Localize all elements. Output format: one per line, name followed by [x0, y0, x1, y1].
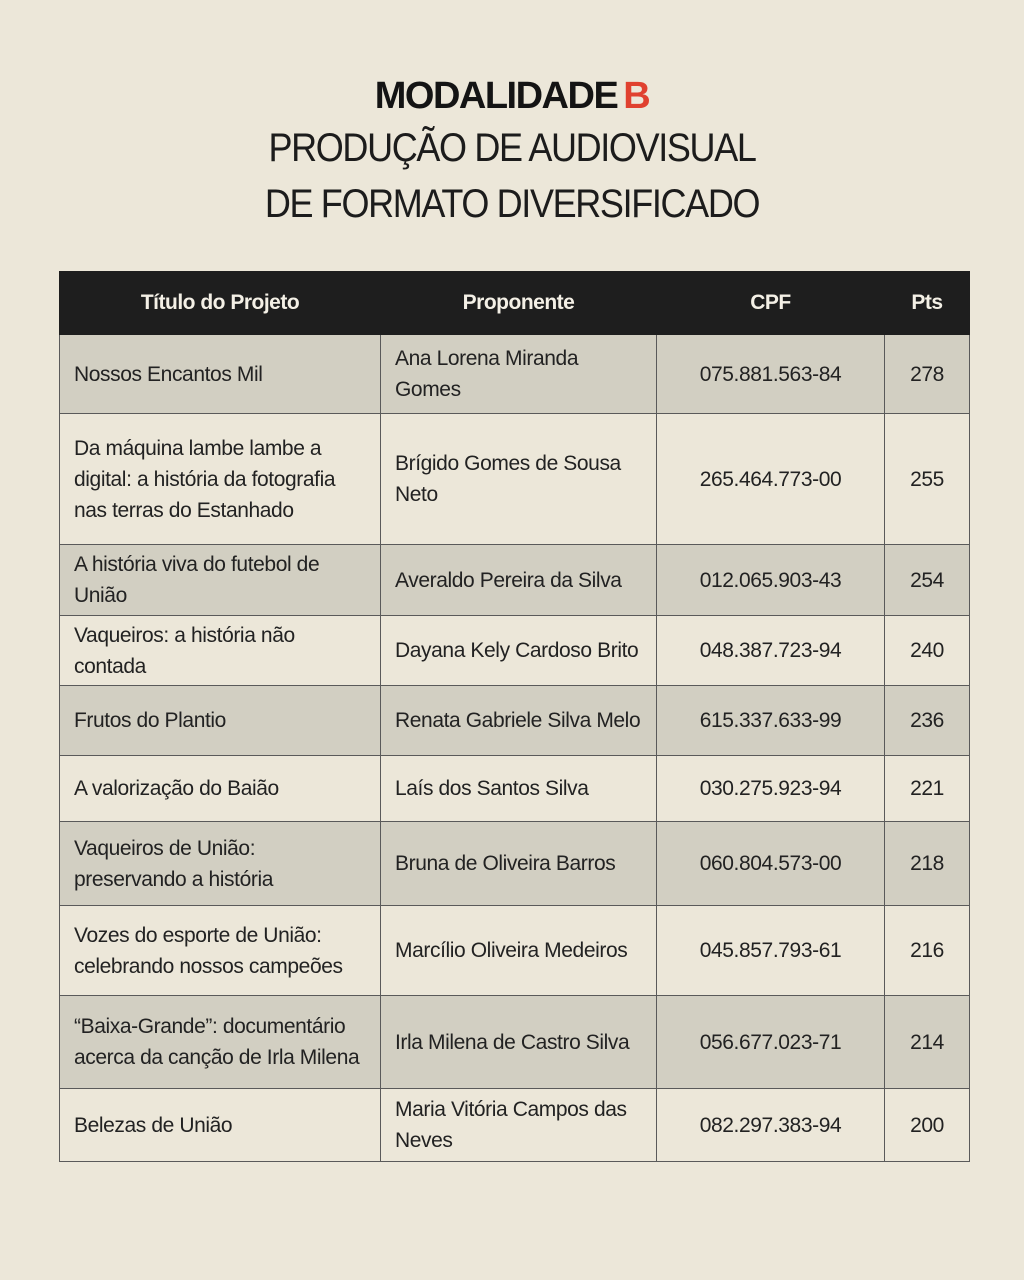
points-value: 214	[885, 996, 970, 1089]
cpf-value: 056.677.023-71	[657, 996, 885, 1089]
points-value: 216	[885, 906, 970, 996]
table-row	[60, 756, 970, 822]
points-value: 200	[885, 1089, 970, 1162]
points-value: 236	[885, 686, 970, 756]
points-value: 218	[885, 822, 970, 906]
results-table	[59, 271, 970, 1162]
project-title: Da máquina lambe lambe a digital: a história da fotografia nas terras do Estanhado	[60, 414, 381, 545]
proponent-name: Dayana Kely Cardoso Brito	[381, 616, 657, 686]
table-row	[60, 335, 970, 414]
table-row	[60, 686, 970, 756]
project-title: Nossos Encantos Mil	[60, 335, 381, 414]
proponent-name: Brígido Gomes de Sousa Neto	[381, 414, 657, 545]
cpf-value: 045.857.793-61	[657, 906, 885, 996]
table-row	[60, 414, 970, 545]
cpf-value: 082.297.383-94	[657, 1089, 885, 1162]
proponent-name: Maria Vitória Campos das Neves	[381, 1089, 657, 1162]
column-header-pts: Pts	[885, 272, 970, 335]
points-value: 255	[885, 414, 970, 545]
table-row	[60, 545, 970, 616]
proponent-name: Ana Lorena Miranda Gomes	[381, 335, 657, 414]
table-row	[60, 906, 970, 996]
modalidade-heading	[0, 72, 1024, 120]
proponent-name: Bruna de Oliveira Barros	[381, 822, 657, 906]
cpf-value: 060.804.573-00	[657, 822, 885, 906]
project-title: Belezas de União	[60, 1089, 381, 1162]
points-value: 221	[885, 756, 970, 822]
modalidade-letter: B	[623, 75, 650, 117]
page-header	[0, 72, 1024, 232]
subtitle-line-2: DE FORMATO DIVERSIFICADO	[264, 182, 760, 226]
project-title: Vaqueiros: a história não contada	[60, 616, 381, 686]
project-title: Frutos do Plantio	[60, 686, 381, 756]
cpf-value: 012.065.903-43	[657, 545, 885, 616]
project-title: “Baixa-Grande”: documentário acerca da canção de Irla Milena	[60, 996, 381, 1089]
proponent-name: Averaldo Pereira da Silva	[381, 545, 657, 616]
cpf-value: 265.464.773-00	[657, 414, 885, 545]
column-header-proponent: Proponente	[381, 272, 657, 335]
project-title: Vaqueiros de União: preservando a história	[60, 822, 381, 906]
column-header-cpf: CPF	[657, 272, 885, 335]
proponent-name: Laís dos Santos Silva	[381, 756, 657, 822]
proponent-name: Irla Milena de Castro Silva	[381, 996, 657, 1089]
cpf-value: 075.881.563-84	[657, 335, 885, 414]
table-row	[60, 616, 970, 686]
points-value: 254	[885, 545, 970, 616]
proponent-name: Marcílio Oliveira Medeiros	[381, 906, 657, 996]
table-row	[60, 996, 970, 1089]
project-title: Vozes do esporte de União: celebrando nossos campeões	[60, 906, 381, 996]
subtitle-line-1: PRODUÇÃO DE AUDIOVISUAL	[268, 126, 756, 170]
table-row	[60, 822, 970, 906]
project-title: A história viva do futebol de União	[60, 545, 381, 616]
points-value: 240	[885, 616, 970, 686]
project-title: A valorização do Baião	[60, 756, 381, 822]
modalidade-label: MODALIDADE	[374, 75, 618, 117]
table-header-row	[60, 272, 970, 335]
proponent-name: Renata Gabriele Silva Melo	[381, 686, 657, 756]
cpf-value: 030.275.923-94	[657, 756, 885, 822]
column-header-title: Título do Projeto	[60, 272, 381, 335]
cpf-value: 048.387.723-94	[657, 616, 885, 686]
points-value: 278	[885, 335, 970, 414]
cpf-value: 615.337.633-99	[657, 686, 885, 756]
table-row	[60, 1089, 970, 1162]
